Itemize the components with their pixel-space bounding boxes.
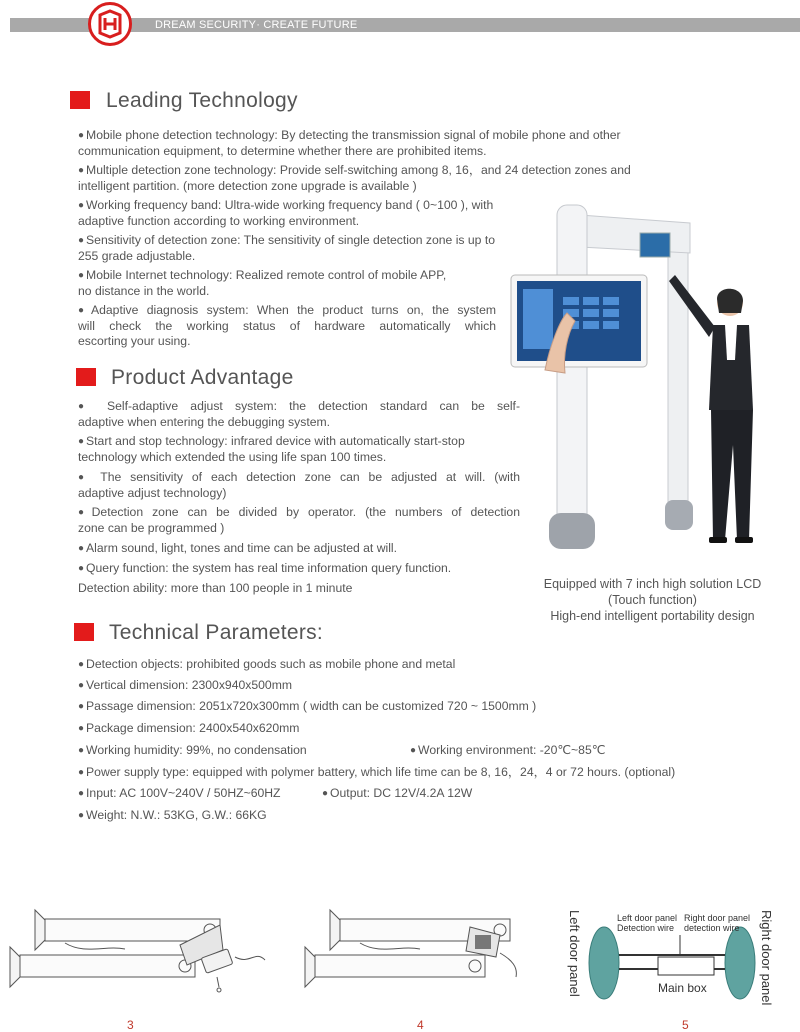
leading-item-1: ● Mobile phone detection technology: By detecting the transmission signal of mobile phone and other communication equipment, to determine whether there are prohibited items. <box>78 128 698 159</box>
tech-item-4: ● Package dimension: 2400x540x620mm <box>78 721 299 737</box>
product-item-5: ● Alarm sound, light, tones and time can be adjusted at will. <box>78 541 520 557</box>
tech-item-1: ● Detection objects: prohibited goods such as mobile phone and metal <box>78 657 455 673</box>
diagram-number-4: 4 <box>417 1018 424 1032</box>
section-title-technical: Technical Parameters: <box>109 621 324 644</box>
tech-power: ● Power supply type: equipped with polymer battery, which life time can be 8, 16，24，4 or 72 hours. (optional) <box>78 765 675 781</box>
left-wire-label: Left door panel Detection wire <box>617 913 678 933</box>
product-detection-ability: Detection ability: more than 100 people in 1 minute <box>78 581 353 595</box>
header-slogan: DREAM SECURITY· CREATE FUTURE <box>155 19 358 31</box>
diagram-number-5: 5 <box>682 1018 689 1032</box>
product-item-3: ● The sensitivity of each detection zone can be adjusted at will. (with adaptive adjust technology) <box>78 470 520 501</box>
product-caption: Equipped with 7 inch high solution LCD (Touch function) High-end intelligent portability design <box>543 577 762 623</box>
right-door-panel-label: Right door panel <box>759 910 774 1006</box>
right-wire-label: Right door panel detection wire <box>684 913 751 933</box>
company-logo-icon <box>88 2 132 46</box>
leading-item-6: ● Adaptive diagnosis system: When the product turns on, the system will check the working status of hardware automatically which escorting your using. <box>78 303 496 349</box>
tech-input: ● Input: AC 100V~240V / 50HZ~60HZ <box>78 786 281 802</box>
assembly-diagram-4 <box>300 905 530 1005</box>
leading-item-4: ● Sensitivity of detection zone: The sensitivity of single detection zone is up to 255 grade adjustable. <box>78 233 548 264</box>
product-item-6: ● Query function: the system has real time information query function. <box>78 561 520 577</box>
tech-weight: ● Weight: N.W.: 53KG, G.W.: 66KG <box>78 808 267 824</box>
leading-item-2: ● Multiple detection zone technology: Provide self-switching among 8, 16，and 24 detection zones and intelligent partition. (more detection zone upgrade is available ) <box>78 163 698 194</box>
diagram-number-3: 3 <box>127 1018 134 1032</box>
leading-item-5: ● Mobile Internet technology: Realized remote control of mobile APP, no distance in the world. <box>78 268 508 299</box>
assembly-diagram-3 <box>5 905 275 1005</box>
leading-item-3: ● Working frequency band: Ultra-wide working frequency band ( 0~100 ), with adaptive function according to working environment. <box>78 198 548 229</box>
section-title-product: Product Advantage <box>111 366 294 389</box>
tech-environment: ● Working environment: -20℃~85℃ <box>410 743 605 759</box>
tech-output: ● Output: DC 12V/4.2A 12W <box>322 786 472 802</box>
section-marker <box>76 368 96 386</box>
product-item-1: ● Self-adaptive adjust system: the detection standard can be self- adaptive when entering the debugging system. <box>78 399 520 430</box>
tech-item-3: ● Passage dimension: 2051x720x300mm ( width can be customized 720 ~ 1500mm ) <box>78 699 536 715</box>
tech-item-2: ● Vertical dimension: 2300x940x500mm <box>78 678 292 694</box>
tech-humidity: ● Working humidity: 99%, no condensation <box>78 743 307 759</box>
main-box-label: Main box <box>658 981 707 995</box>
product-item-2: ● Start and stop technology: infrared device with automatically start-stop technology which extended the using life span 100 times. <box>78 434 520 465</box>
section-title-leading: Leading Technology <box>106 89 298 112</box>
section-marker <box>74 623 94 641</box>
product-item-4: ● Detection zone can be divided by operator. (the numbers of detection zone can be programmed ) <box>78 505 520 536</box>
product-image <box>505 195 795 575</box>
left-door-panel-label: Left door panel <box>567 910 582 997</box>
section-marker <box>70 91 90 109</box>
